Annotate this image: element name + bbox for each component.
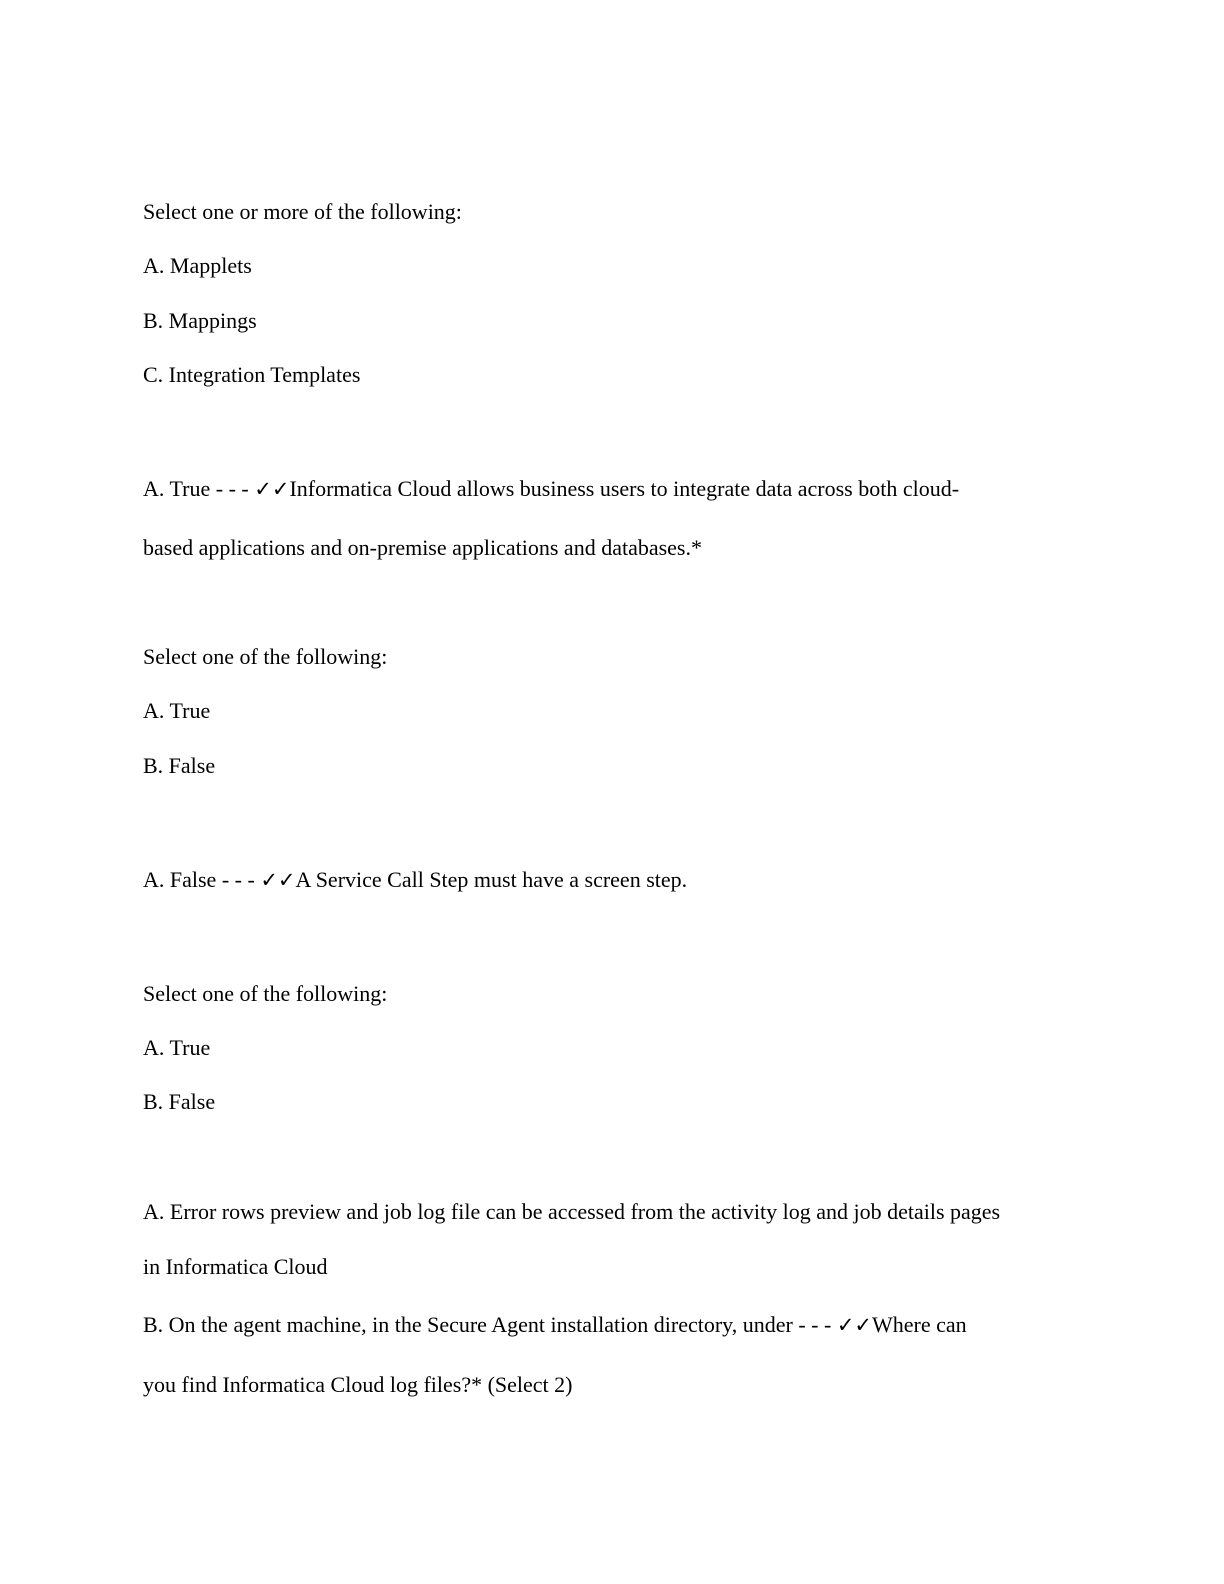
question-prompt: Select one of the following: <box>143 644 388 669</box>
checkmark-icon: ✓✓ <box>260 868 296 892</box>
option-item: A. True <box>143 698 211 723</box>
answer-prefix: B. On the agent machine, in the Secure Agent installation directory, under - - - <box>143 1312 837 1337</box>
answer-line <box>143 1311 967 1339</box>
option-item: B. False <box>143 753 216 778</box>
answer-text-continuation: you find Informatica Cloud log files?* (Select 2) <box>143 1372 573 1397</box>
answer-line <box>143 475 959 503</box>
answer-text-continuation: in Informatica Cloud <box>143 1254 328 1279</box>
checkmark-icon: ✓✓ <box>254 477 290 501</box>
answer-prefix: A. False - - - <box>143 867 261 892</box>
answer-text-continuation: based applications and on-premise applications and databases.* <box>143 535 702 560</box>
question-prompt: Select one or more of the following: <box>143 199 462 224</box>
option-item: B. Mappings <box>143 308 257 333</box>
option-item: A. Mapplets <box>143 253 252 278</box>
question-prompt: Select one of the following: <box>143 981 388 1006</box>
answer-text: Informatica Cloud allows business users to integrate data across both cloud- <box>289 476 960 501</box>
checkmark-icon: ✓✓ <box>836 1313 873 1337</box>
option-item: A. True <box>143 1035 211 1060</box>
answer-text: Where can <box>872 1312 967 1337</box>
option-item: C. Integration Templates <box>143 362 361 387</box>
answer-text: A Service Call Step must have a screen step. <box>295 867 688 892</box>
answer-text: A. Error rows preview and job log file can be accessed from the activity log and job details pages <box>143 1199 1001 1224</box>
option-item: B. False <box>143 1089 216 1114</box>
answer-line <box>143 866 687 894</box>
answer-prefix: A. True - - - <box>143 476 255 501</box>
